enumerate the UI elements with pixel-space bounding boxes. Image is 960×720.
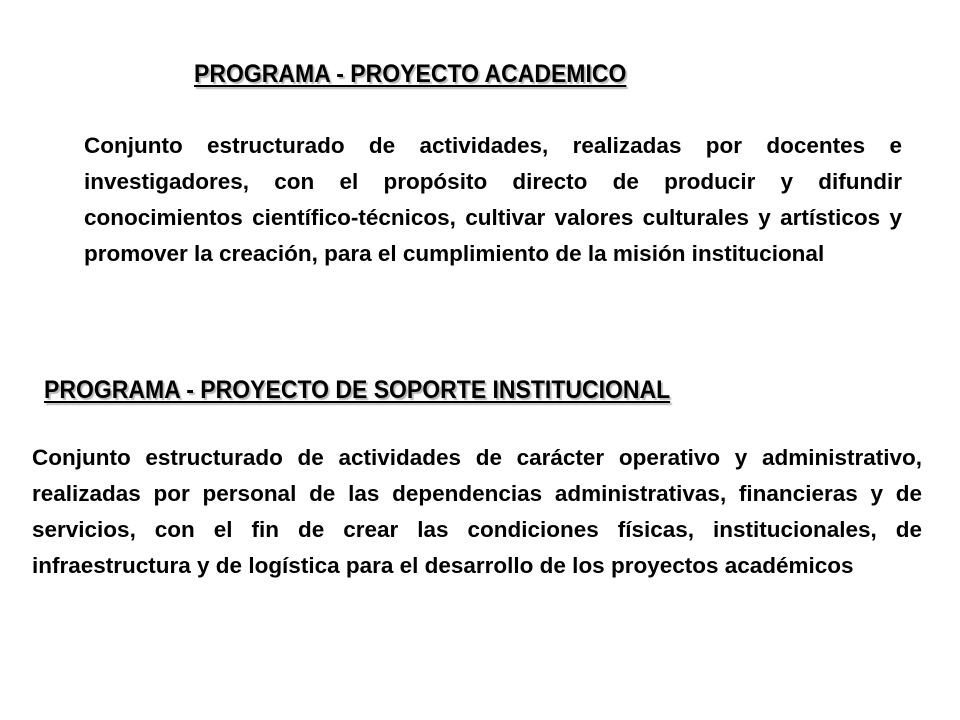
definition-soporte-institucional: Conjunto estructurado de actividades de carácter operativo y administrativo, realizadas por personal de las dependencias administrativas, financieras y de servicios, con el fin de crear las condiciones físicas, institucionales, de infraestructura y de logística para el desarrollo de los proyectos académicos: [32, 445, 922, 578]
section-heading-proyecto-academico: PROGRAMA - PROYECTO ACADEMICO: [194, 60, 627, 88]
section-heading-soporte-institucional: PROGRAMA - PROYECTO DE SOPORTE INSTITUCIONAL: [44, 376, 671, 404]
definition-proyecto-academico: Conjunto estructurado de actividades, realizadas por docentes e investigadores, con el propósito directo de producir y difundir conocimientos científico-técnicos, cultivar valores culturales y artísticos y promover la creación, para el cumplimiento de la misión institucional: [84, 133, 902, 266]
